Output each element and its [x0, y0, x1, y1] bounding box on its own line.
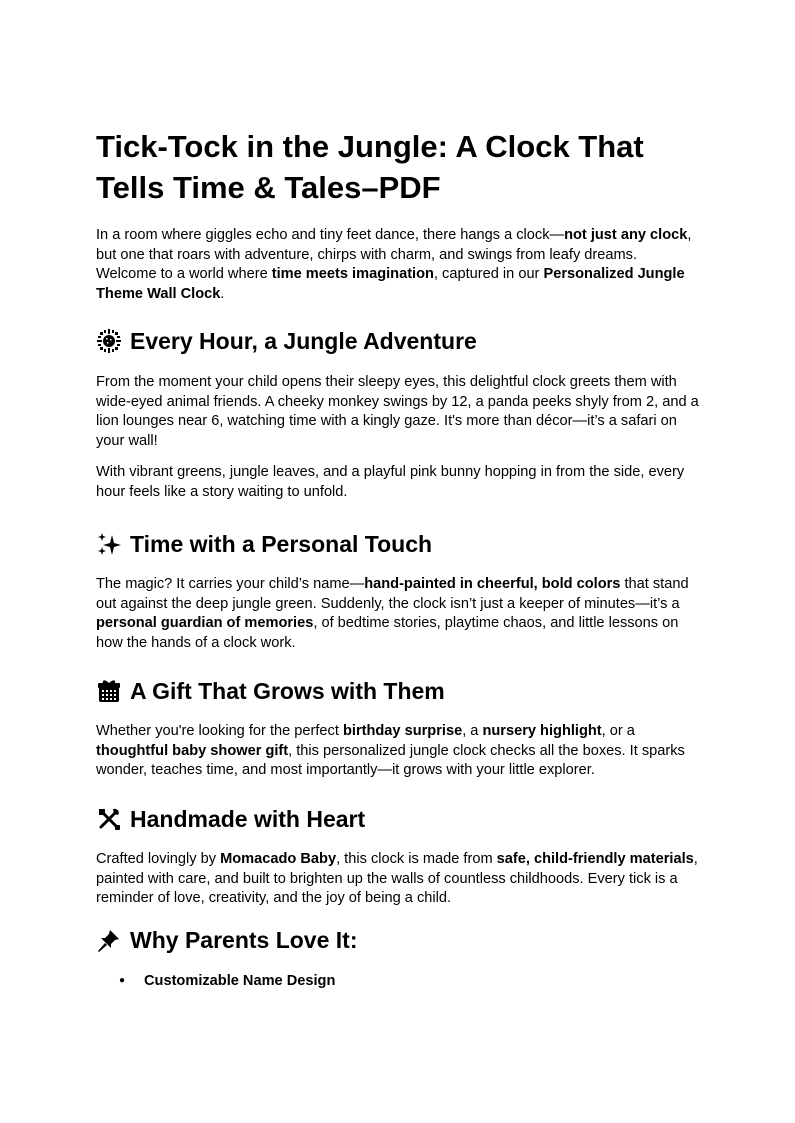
pushpin-icon	[96, 927, 122, 953]
section-personal-touch	[96, 529, 700, 665]
text-run: , painted with care, and built to brighten up the walls of countless childhoods. Every tick is a reminder of love, creativity, and the joy of being a child.	[96, 851, 698, 906]
gift-icon	[96, 678, 122, 704]
bullet-list	[96, 971, 700, 991]
section-handmade	[96, 804, 700, 921]
tools-icon	[96, 806, 122, 832]
bold-text: birthday surprise	[342, 723, 463, 739]
bold-text: not just any clock	[564, 227, 688, 243]
document-page	[96, 126, 700, 316]
section-heading	[96, 925, 700, 955]
text-run: , captured in our	[433, 266, 544, 282]
bold-text: Momacado Baby	[220, 851, 337, 867]
text-run: , a	[462, 723, 483, 739]
text-run: .	[220, 285, 225, 302]
section-heading	[96, 529, 700, 559]
text-run: , or a	[601, 723, 635, 739]
section-paragraph: From the moment your child opens their sleepy eyes, this delightful clock greets them with wide-eyed animal friends. A cheeky monkey swings by 12, a panda peeks shyly from 2, and a lion lounges near 6, watching time with a kingly gaze. It's more than décor—it’s a safari on your wall!	[96, 374, 699, 449]
document-title: Tick-Tock in the Jungle: A Clock That Tells Time & Tales–PDF	[96, 129, 644, 205]
bold-text: time meets imagination	[271, 266, 434, 282]
bold-text: Personalized Jungle Theme Wall Clock	[96, 266, 685, 302]
text-run: In a room where giggles echo and tiny feet dance, there hangs a clock—	[96, 227, 565, 243]
sunflower-icon	[96, 328, 122, 354]
heading-text: Why Parents Love It:	[130, 927, 358, 953]
section-paragraph	[96, 850, 700, 909]
heading-text: A Gift That Grows with Them	[130, 678, 445, 704]
bold-text: nursery highlight	[482, 723, 602, 739]
heading-text: Every Hour, a Jungle Adventure	[130, 328, 477, 354]
text-run: Whether you're looking for the perfect	[96, 723, 343, 739]
section-why-parents	[96, 925, 700, 991]
section-jungle-adventure	[96, 326, 700, 514]
section-paragraph	[96, 575, 700, 653]
text-run: , this personalized jungle clock checks all the boxes. It sparks wonder, teaches time, and most importantly—it grows with your little explorer.	[96, 742, 685, 778]
section-heading	[96, 326, 700, 356]
text-run: , of bedtime stories, playtime chaos, and little lessons on how the hands of a clock work.	[96, 615, 679, 651]
section-heading	[96, 676, 700, 706]
bold-text: hand-painted in cheerful, bold colors	[364, 576, 621, 592]
bold-text: safe, child-friendly materials	[496, 851, 694, 867]
heading-text: Handmade with Heart	[130, 806, 366, 832]
bold-text: personal guardian of memories	[96, 615, 314, 631]
text-run: , this clock is made from	[336, 851, 497, 867]
sparkles-icon	[96, 531, 122, 557]
bold-text: thoughtful baby shower gift	[96, 742, 289, 759]
heading-text: Time with a Personal Touch	[130, 531, 433, 557]
text-run: The magic? It carries your child’s name—	[96, 576, 365, 592]
section-paragraph: With vibrant greens, jungle leaves, and a playful pink bunny hopping in from the side, every hour feels like a story waiting to unfold.	[96, 464, 685, 500]
section-heading	[96, 804, 700, 834]
list-item: ● Customizable Name Design	[96, 971, 700, 991]
text-run: Crafted lovingly by	[96, 851, 221, 867]
text-run: , but one that roars with adventure, chirps with charm, and swings from leafy dreams. Welcome to a world where	[96, 227, 692, 282]
text-run: that stand out against the deep jungle green. Suddenly, the clock isn’t just a keeper of minutes—it’s a	[96, 576, 689, 612]
intro-paragraph	[96, 226, 700, 304]
section-paragraph	[96, 722, 700, 781]
section-gift	[96, 676, 700, 793]
